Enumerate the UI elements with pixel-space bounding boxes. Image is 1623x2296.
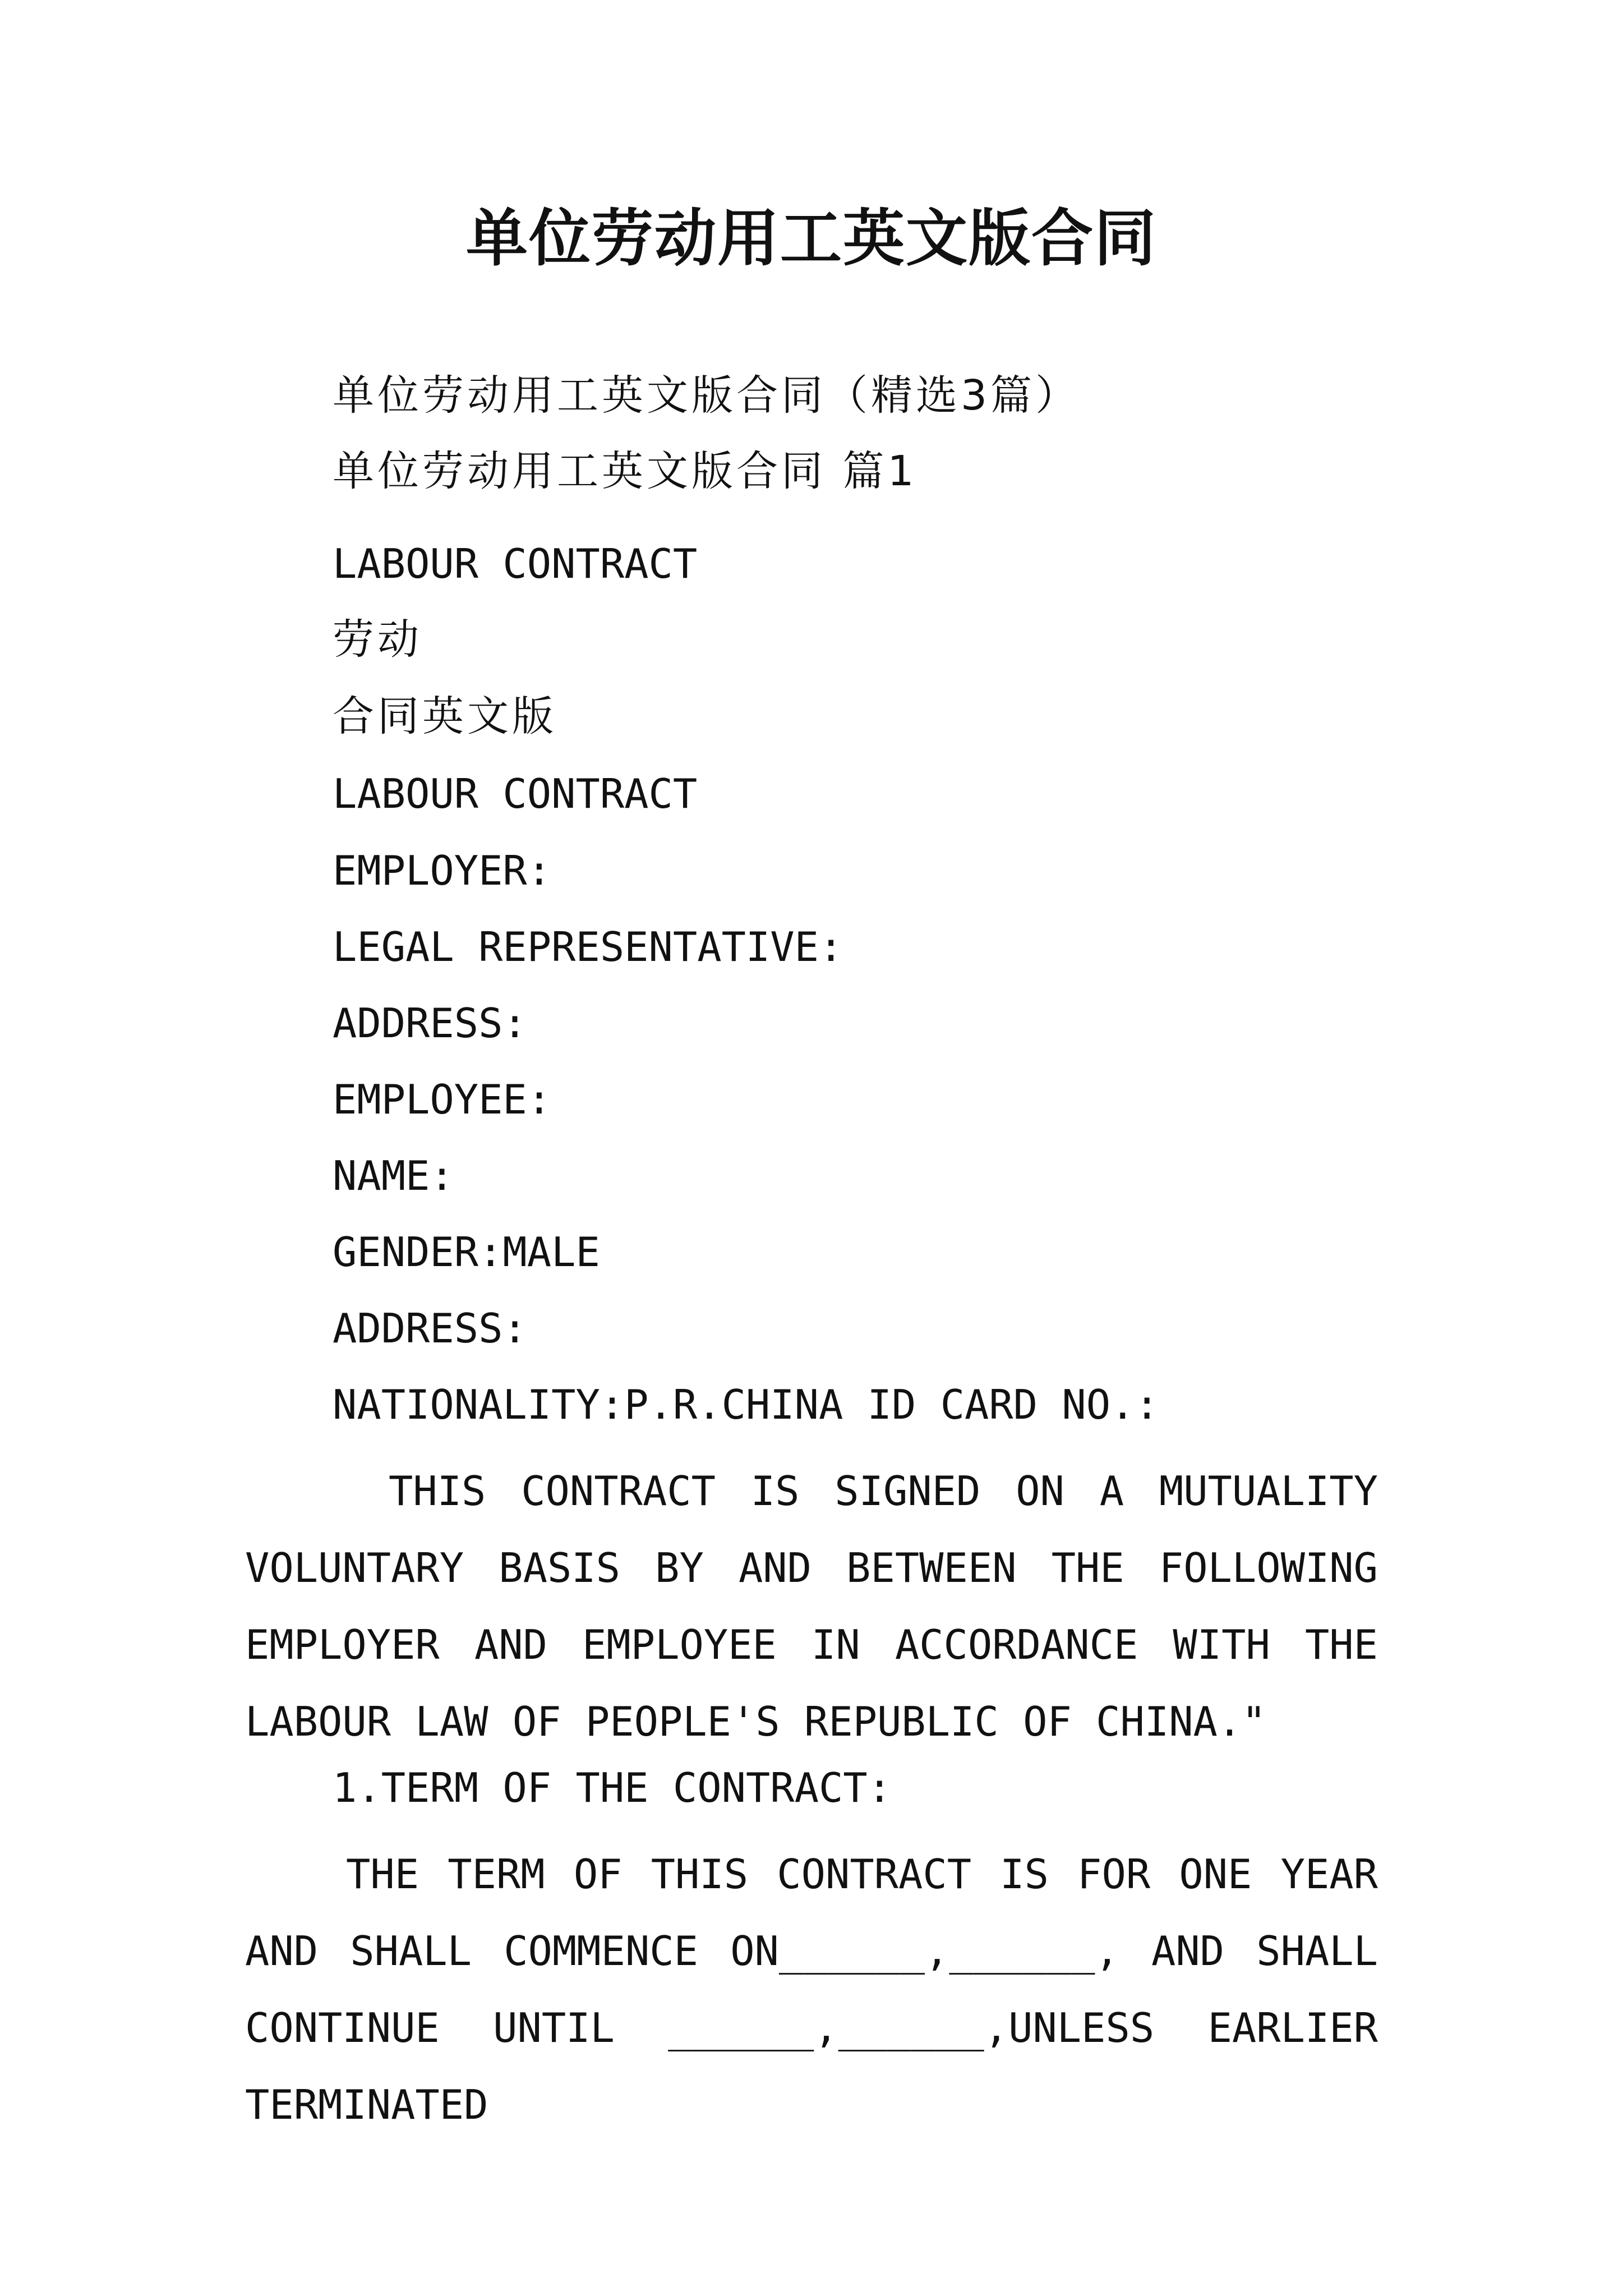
nationality-id-label: NATIONALITY:P.R.CHINA ID CARD NO.: <box>333 1381 1159 1428</box>
gender-label: GENDER:MALE <box>333 1228 600 1276</box>
term-paragraph: THE TERM OF THIS CONTRACT IS FOR ONE YEAR AND SHALL COMMENCE ON______,______, AND SHALL CONTINUE UNTIL ______,______,UNLESS EARLIER TERMINATED <box>245 1851 1378 2128</box>
name-label: NAME: <box>333 1152 454 1199</box>
employer-label: EMPLOYER: <box>333 847 552 894</box>
document-title: 单位劳动用工英文版合同 <box>466 202 1157 274</box>
labour-contract-heading-2: LABOUR CONTRACT <box>333 770 698 817</box>
employer-address-label: ADDRESS: <box>333 1000 527 1047</box>
document-subtitle: 单位劳动用工英文版合同（精选3篇） <box>333 371 1081 420</box>
employee-address-label: ADDRESS: <box>333 1305 527 1352</box>
section-heading: 单位劳动用工英文版合同 篇1 <box>333 447 917 495</box>
employee-label: EMPLOYEE: <box>333 1076 552 1123</box>
labour-contract-heading: LABOUR CONTRACT <box>333 540 698 587</box>
intro-paragraph: THIS CONTRACT IS SIGNED ON A MUTUALITY VOLUNTARY BASIS BY AND BETWEEN THE FOLLOWING EMPLOYER AND EMPLOYEE IN ACCORDANCE WITH THE LABOUR LAW OF PEOPLE'S REPUBLIC OF CHINA." <box>245 1467 1378 1745</box>
legal-representative-label: LEGAL REPRESENTATIVE: <box>333 923 843 970</box>
chinese-line-contract-english: 合同英文版 <box>333 692 557 740</box>
term-heading: 1.TERM OF THE CONTRACT: <box>333 1764 892 1811</box>
chinese-line-labour: 劳动 <box>333 615 422 664</box>
